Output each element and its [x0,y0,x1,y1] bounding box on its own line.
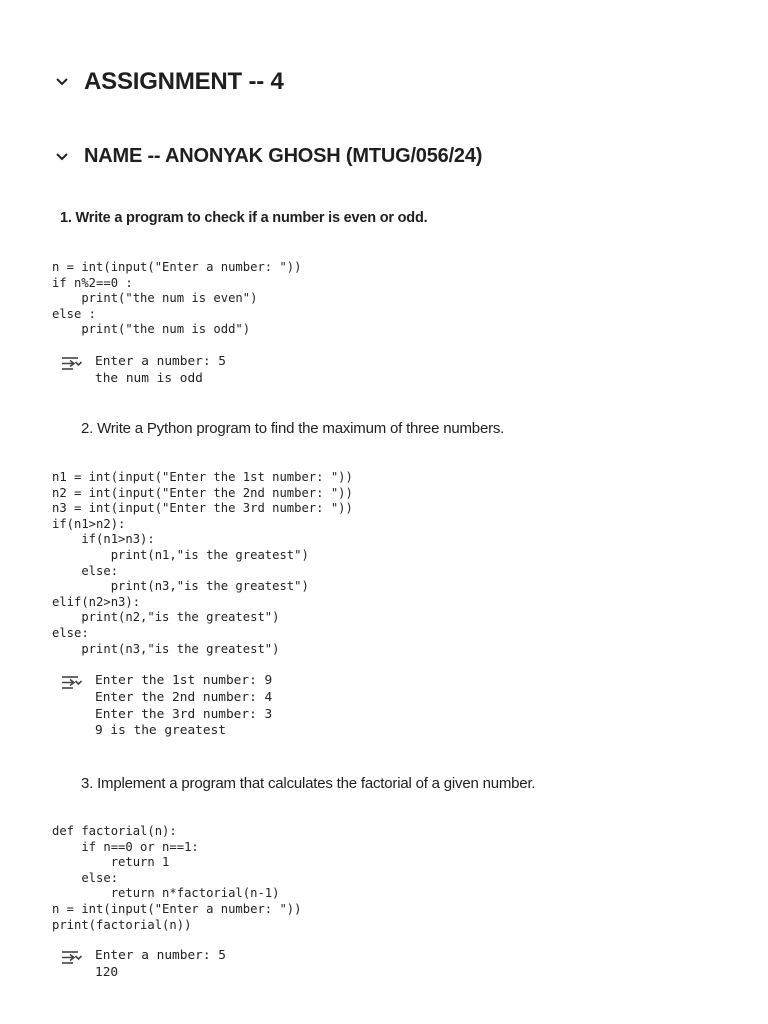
output-cell-1 [60,354,226,388]
code-cell-2[interactable]: n1 = int(input("Enter the 1st number: ")) n2 = int(input("Enter the 2nd number: ")) n3 = int(input("Enter the 3rd number: ")) if(n1>n2): if(n1>n3): print(n1,"is the greatest") else: print(n3,"is the greatest") elif(n2>n3): print(n2,"is the greatest") else: print(n3,"is the greatest") [52,470,353,656]
chevron-down-icon[interactable] [52,147,72,167]
output-text-3: Enter a number: 5 120 [95,948,226,980]
assignment-section-header [52,68,284,96]
output-cell-2 [60,673,272,740]
question-3-title: 3. Implement a program that calculates the factorial of a given number. [81,775,536,792]
name-heading: NAME -- ANONYAK GHOSH (MTUG/056/24) [84,145,483,167]
output-toggle-icon[interactable] [60,948,82,968]
output-text-1: Enter a number: 5 the num is odd [95,354,226,386]
chevron-down-icon[interactable] [52,72,72,92]
output-cell-3 [60,948,226,982]
output-toggle-icon[interactable] [60,673,82,693]
name-section-header [52,145,482,168]
output-text-2: Enter the 1st number: 9 Enter the 2nd number: 4 Enter the 3rd number: 3 9 is the greatest [95,673,273,739]
question-2-title: 2. Write a Python program to find the maximum of three numbers. [81,420,505,437]
code-cell-1[interactable]: n = int(input("Enter a number: ")) if n%2==0 : print("the num is even") else : print("the num is odd") [52,260,302,337]
output-toggle-icon[interactable] [60,354,82,374]
assignment-heading: ASSIGNMENT -- 4 [84,68,284,95]
code-cell-3[interactable]: def factorial(n): if n==0 or n==1: return 1 else: return n*factorial(n-1) n = int(input("Enter a number: ")) print(factorial(n)) [52,824,302,932]
question-1-title: 1. Write a program to check if a number is even or odd. [60,210,428,226]
